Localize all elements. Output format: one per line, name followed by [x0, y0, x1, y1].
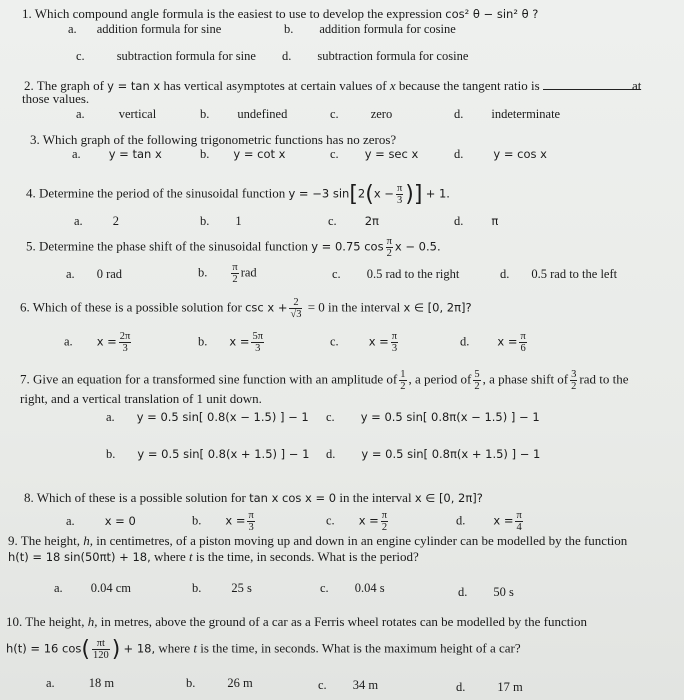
question-6-text-b: = 0 in the interval: [307, 299, 401, 315]
question-4-fraction: [396, 183, 403, 206]
option-text: y = cos x: [493, 147, 547, 161]
question-9-text-b: in centimetres, of a piston moving up and down in an engine cylinder can be modelled by the function: [96, 533, 628, 548]
paren-open: (: [365, 182, 374, 207]
option-text: 0 rad: [96, 267, 123, 281]
option-pre: x =: [368, 334, 389, 349]
question-2-variable: x: [389, 78, 396, 93]
question-4-coef: 2: [357, 186, 366, 201]
option-letter: c.: [326, 410, 335, 424]
q10-option-a[interactable]: [46, 676, 114, 691]
option-letter: d.: [326, 447, 336, 461]
question-7-text: 7. Give an equation for a transformed sine function with an amplitude of: [20, 371, 398, 387]
option-text: vertical: [118, 107, 157, 121]
question-4-function: y = −3 sin: [288, 186, 350, 201]
question-6-text: 6. Which of these is a possible solution for: [20, 299, 242, 315]
option-letter: c.: [320, 581, 329, 595]
question-8-stem: [24, 490, 483, 506]
question-10-stem-line2: [6, 638, 521, 661]
question-9-text: 9. The height,: [8, 533, 80, 548]
option-letter: b.: [106, 447, 116, 461]
answer-blank: [543, 78, 641, 90]
option-text: y = 0.5 sin[ 0.8π(x − 1.5) ] − 1: [360, 410, 540, 424]
frac-den: 2: [474, 381, 480, 392]
option-text: 50 s: [493, 585, 514, 599]
frac-num: πt: [92, 638, 110, 650]
amplitude-fraction: [399, 369, 406, 392]
question-6-interval: x ∈ [0, 2π]?: [403, 300, 472, 315]
question-10-text-b: in metres, above the ground of a car as a Ferris wheel rotates can be modelled by the function: [100, 614, 587, 629]
frac-den: 3: [122, 343, 128, 354]
option-fraction: [519, 331, 526, 354]
q5-option-b[interactable]: [198, 262, 257, 285]
frac-num: 3: [571, 369, 577, 380]
option-fraction: [247, 510, 254, 533]
q6-option-d[interactable]: [460, 331, 529, 354]
frac-num: π: [516, 510, 522, 521]
option-letter: d.: [454, 214, 464, 228]
question-10-tail: + 18,: [123, 641, 156, 656]
frac-num: 5: [474, 369, 480, 380]
frac-num: π: [381, 510, 388, 521]
option-letter: c.: [330, 107, 339, 121]
option-fraction: [381, 510, 388, 533]
question-2-stem-end: at: [632, 78, 642, 93]
option-text: 1: [235, 214, 242, 228]
q9-option-a[interactable]: [54, 581, 131, 596]
q8-option-b[interactable]: [192, 510, 257, 533]
option-pre: x =: [229, 334, 250, 349]
option-text: addition formula for sine: [96, 22, 222, 36]
frac-num: 5π: [252, 331, 264, 342]
option-text: 0.04 cm: [90, 581, 131, 595]
frac-num: π: [520, 331, 526, 342]
option-letter: d.: [456, 680, 466, 694]
paren-close: ): [111, 637, 121, 662]
option-text: y = 0.5 sin[ 0.8π(x + 1.5) ] − 1: [361, 447, 541, 461]
question-1-stem: [22, 6, 538, 22]
question-7-text-c: , a phase shift of: [482, 371, 569, 387]
paren-close: ): [405, 182, 414, 207]
option-pre: x =: [96, 334, 117, 349]
q10-option-d[interactable]: [456, 680, 523, 695]
q3-option-d[interactable]: [454, 147, 547, 162]
option-text: undefined: [237, 107, 288, 121]
question-5-fraction: [386, 236, 393, 259]
q7-option-c[interactable]: [326, 410, 540, 425]
option-letter: d.: [458, 585, 468, 599]
q6-option-a[interactable]: [64, 331, 133, 354]
question-9-function: h(t) = 18 sin(50πt) + 18,: [8, 550, 151, 564]
q5b-fraction: [231, 262, 238, 285]
question-4-stem: [26, 183, 450, 206]
option-letter: c.: [330, 147, 339, 161]
option-text: 18 m: [88, 676, 115, 690]
q9-option-d[interactable]: [458, 585, 514, 600]
option-text: 34 m: [352, 678, 379, 692]
option-fraction: [391, 331, 398, 354]
option-letter: d.: [282, 49, 292, 63]
option-letter: a.: [54, 581, 63, 595]
paren-open: (: [81, 637, 90, 662]
question-1-text: 1. Which compound angle formula is the easiest to use to develop the expression: [22, 6, 442, 21]
frac-den: 4: [516, 522, 522, 533]
option-fraction: [119, 331, 132, 354]
q2-option-c[interactable]: [330, 107, 392, 122]
question-6-fraction: [289, 297, 302, 320]
frac-num: 2: [289, 297, 302, 309]
q1-option-a[interactable]: [68, 22, 221, 37]
option-letter: b.: [198, 334, 208, 349]
option-letter: a.: [74, 214, 83, 228]
question-6-stem: [20, 297, 472, 320]
frac-num: 1: [400, 369, 406, 380]
option-letter: a.: [64, 334, 73, 349]
option-text: 2: [112, 214, 119, 228]
question-2-text-c: because the tangent ratio is: [398, 78, 540, 93]
frac-den: 3: [396, 195, 403, 206]
question-9-var-h: h,: [83, 533, 93, 548]
option-letter: b.: [186, 676, 196, 690]
q1-option-c[interactable]: [284, 22, 456, 37]
question-7-stem: [20, 369, 628, 392]
question-8-text: 8. Which of these is a possible solution for: [24, 490, 246, 505]
question-8-interval: x ∈ [0, 2π]?: [414, 491, 483, 505]
option-pre: x =: [225, 513, 246, 528]
question-10-stem: [6, 614, 587, 629]
option-text: 25 s: [231, 581, 252, 595]
frac-num: π: [396, 183, 403, 194]
q5-option-a[interactable]: [66, 267, 122, 282]
option-letter: d.: [456, 513, 466, 528]
bracket-close: ]: [413, 182, 423, 207]
q9-option-c[interactable]: [320, 581, 385, 596]
question-5-function: y = 0.75 cos: [311, 239, 384, 254]
option-letter: a.: [106, 410, 115, 424]
frac-num: 2π: [119, 331, 131, 342]
q2-option-d[interactable]: [454, 107, 560, 122]
option-letter: b.: [200, 214, 210, 228]
frac-den: 3: [391, 343, 398, 354]
question-10-var-t: t: [193, 640, 198, 656]
option-text: 0.5 rad to the right: [366, 267, 460, 281]
frac-den: 120: [92, 650, 109, 661]
option-letter: a.: [66, 267, 75, 281]
question-8-function: tan x cos x = 0: [249, 491, 337, 505]
option-letter: b.: [198, 265, 208, 280]
question-2-function: y = tan x: [107, 79, 161, 93]
question-9-text-c: where: [154, 549, 186, 564]
question-10-text-d: is the time, in seconds. What is the maximum height of a car?: [200, 640, 521, 656]
question-4-x: x −: [373, 186, 394, 201]
q3-option-a[interactable]: [72, 147, 162, 162]
q3-option-b[interactable]: [200, 147, 285, 162]
option-text: addition formula for cosine: [319, 22, 456, 36]
q8-option-a[interactable]: [66, 514, 136, 529]
frac-den: 3: [255, 343, 261, 354]
question-10-var-h: h,: [87, 614, 98, 629]
question-2-text: 2. The graph of: [24, 78, 104, 93]
option-text: rad: [240, 265, 257, 280]
option-letter: b.: [192, 581, 202, 595]
q4-option-d[interactable]: [454, 214, 498, 229]
question-7-text-d: rad to the: [579, 371, 629, 387]
q10-option-b[interactable]: [186, 676, 253, 691]
option-letter: a.: [66, 514, 75, 528]
option-fraction: [251, 331, 264, 354]
frac-den: √3: [290, 309, 302, 320]
question-6-function: csc x +: [245, 300, 288, 315]
option-text: y = 0.5 sin[ 0.8(x + 1.5) ] − 1: [137, 447, 310, 461]
option-letter: a.: [72, 147, 81, 161]
q9-option-b[interactable]: [192, 581, 252, 596]
q10-option-c[interactable]: [318, 678, 378, 693]
question-2-text-b: has vertical asymptotes at certain values of: [163, 78, 387, 93]
question-10-text: 10. The height,: [6, 614, 85, 629]
bracket-open: [: [349, 182, 358, 207]
q6-option-b[interactable]: [198, 331, 266, 354]
option-letter: d.: [454, 107, 464, 121]
period-fraction: [473, 369, 480, 392]
option-letter: d.: [454, 147, 464, 161]
option-text: π: [491, 214, 499, 228]
option-letter: c.: [330, 334, 339, 349]
option-letter: a.: [46, 676, 55, 690]
option-text: 0.5 rad to the left: [531, 267, 618, 281]
question-10-function: h(t) = 16 cos: [6, 641, 82, 656]
q7-option-a[interactable]: [106, 410, 309, 425]
frac-den: 3: [248, 522, 254, 533]
question-2-stem-line2: those values.: [22, 91, 90, 106]
q4-option-c[interactable]: [328, 214, 379, 229]
question-10-text-c: where: [158, 640, 191, 656]
q1-option-d[interactable]: [282, 49, 468, 64]
question-5-stem: [26, 236, 441, 259]
option-text: 0.04 s: [354, 581, 385, 595]
option-letter: c.: [326, 513, 335, 528]
option-text: y = cot x: [233, 147, 286, 161]
option-letter: b.: [192, 513, 202, 528]
option-text: 26 m: [227, 676, 253, 690]
option-text: 17 m: [497, 680, 523, 694]
option-text: y = 0.5 sin[ 0.8(x − 1.5) ] − 1: [136, 410, 309, 424]
option-letter: c.: [318, 678, 327, 692]
option-text: subtraction formula for cosine: [317, 49, 469, 63]
question-4-tail: + 1.: [425, 186, 450, 201]
option-letter: c.: [76, 49, 85, 63]
option-text: subtraction formula for sine: [116, 49, 256, 63]
q4-option-b[interactable]: [200, 214, 242, 229]
question-5-tail: x − 0.5.: [394, 239, 441, 254]
phase-fraction: [570, 369, 577, 392]
frac-den: 2: [400, 381, 406, 392]
frac-num: π: [391, 331, 398, 342]
option-text: y = sec x: [364, 147, 419, 161]
frac-num: π: [386, 236, 392, 247]
option-pre: x =: [358, 513, 379, 528]
question-1-expression: cos² θ − sin² θ ?: [445, 7, 539, 21]
q4-option-a[interactable]: [74, 214, 119, 229]
q6-option-c[interactable]: [330, 331, 400, 354]
option-letter: b.: [284, 22, 294, 36]
frac-den: 6: [520, 343, 526, 354]
question-4-text: 4. Determine the period of the sinusoidal function: [26, 185, 286, 201]
option-letter: b.: [200, 107, 210, 121]
frac-den: 2: [232, 274, 238, 285]
question-5-text: 5. Determine the phase shift of the sinusoidal function: [26, 238, 308, 254]
question-3-stem: 3. Which graph of the following trigonometric functions has no zeros?: [30, 132, 397, 147]
q2-option-a[interactable]: [76, 107, 156, 122]
q5-option-c[interactable]: [332, 267, 459, 282]
question-9-stem: [8, 533, 627, 548]
q2-option-b[interactable]: [200, 107, 287, 122]
question-8-text-b: in the interval: [339, 490, 412, 505]
q8-option-d[interactable]: [456, 510, 525, 533]
option-pre: x =: [497, 334, 518, 349]
option-letter: d.: [500, 267, 510, 281]
q5-option-d[interactable]: [500, 267, 617, 282]
option-letter: d.: [460, 334, 470, 349]
frac-den: 2: [571, 381, 577, 392]
q3-option-c[interactable]: [330, 147, 418, 162]
option-letter: b.: [200, 147, 210, 161]
frac-den: 2: [386, 248, 392, 259]
frac-num: π: [248, 510, 254, 521]
option-text: zero: [370, 107, 393, 121]
option-fraction: [515, 510, 522, 533]
question-2-stem: [24, 78, 641, 94]
q8-option-c[interactable]: [326, 510, 390, 533]
option-letter: a.: [68, 22, 77, 36]
question-7-stem-line2: right, and a vertical translation of 1 unit down.: [20, 391, 262, 406]
question-9-stem-line2: [8, 549, 419, 565]
question-9-text-d: is the time, in seconds. What is the period?: [195, 549, 419, 564]
frac-num: π: [232, 262, 238, 273]
frac-den: 2: [381, 522, 388, 533]
option-text: x = 0: [104, 514, 136, 528]
q1-option-b[interactable]: [76, 49, 256, 64]
option-letter: a.: [76, 107, 85, 121]
q7-option-b[interactable]: [106, 447, 309, 462]
option-letter: c.: [328, 214, 337, 228]
option-text: y = tan x: [108, 147, 162, 161]
question-10-fraction: [92, 638, 110, 661]
question-9-var-t: t: [189, 549, 193, 564]
option-pre: x =: [493, 513, 514, 528]
option-letter: c.: [332, 267, 341, 281]
option-text: 2π: [364, 214, 379, 228]
question-7-text-b: , a period of: [408, 371, 472, 387]
option-text: indeterminate: [491, 107, 561, 121]
q7-option-d[interactable]: [326, 447, 540, 462]
